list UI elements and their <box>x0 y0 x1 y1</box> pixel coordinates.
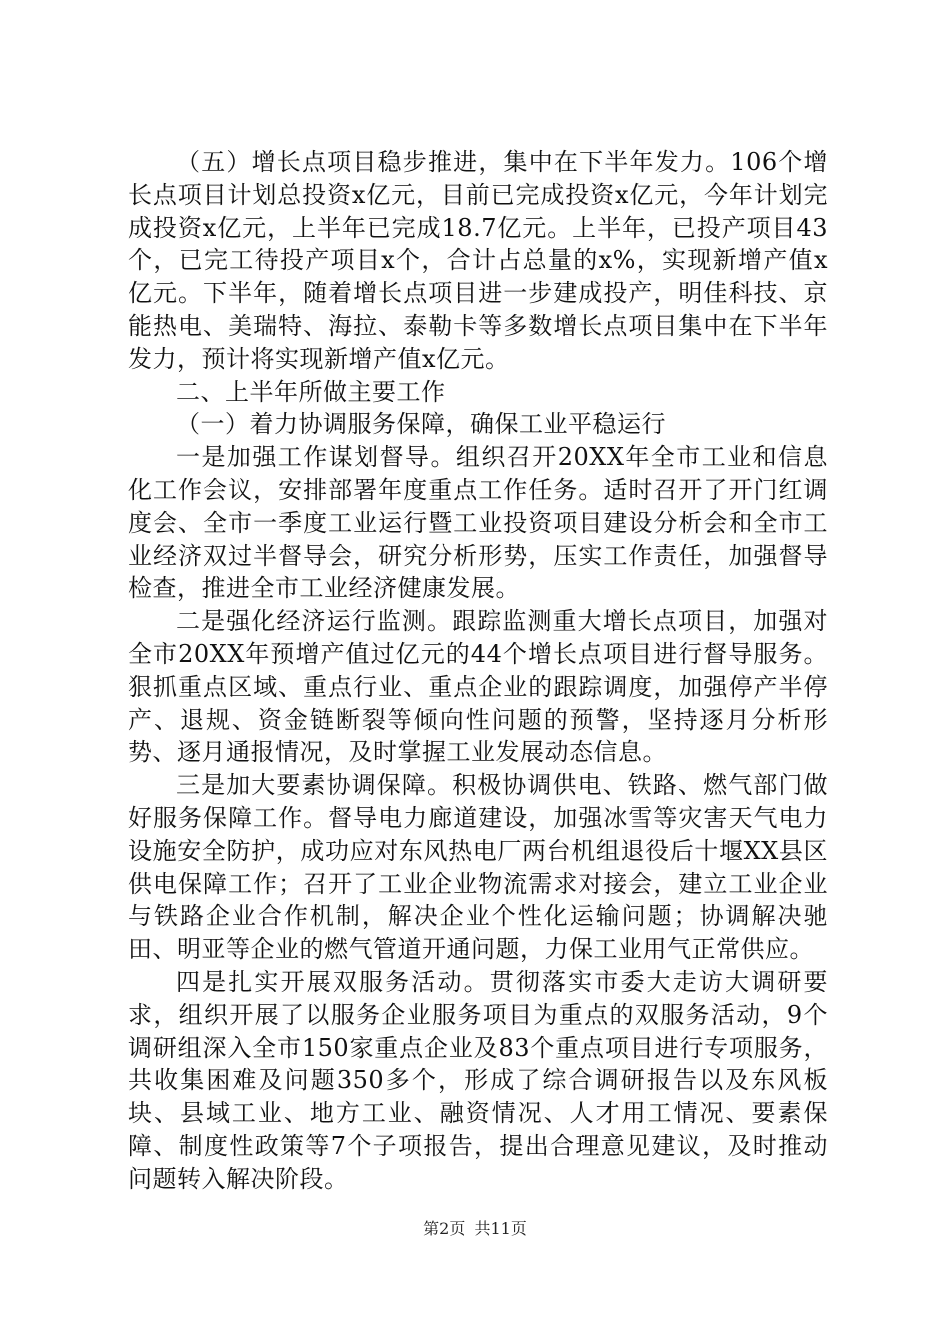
section-heading-main-work: 二、上半年所做主要工作 <box>176 377 446 406</box>
subsection-heading-coordination: （一）着力协调服务保障，确保工业平稳运行 <box>176 410 666 439</box>
page-footer <box>0 1216 950 1239</box>
paragraph-factor-coordination: 三是加大要素协调保障。积极协调供电、铁路、燃气部门做好服务保障工作。督导电力廊道建设，加强冰雪等灾害天气电力设施安全防护，成功应对东风热电厂两台机组退役后十堰XX县区供电保障工作；召开了工业企业物流需求对接会，建立工业企业与铁路企业合作机制，解决企业个性化运输问题；协调解决驰田、明亚等企业的燃气管道开通问题，力保工业用气正常供应。 <box>128 771 828 964</box>
paragraph-dual-service: 四是扎实开展双服务活动。贯彻落实市委大走访大调研要求，组织开展了以服务企业服务项目为重点的双服务活动，9个调研组深入全市150家重点企业及83个重点项目进行专项服务，共收集困难及问题350多个，形成了综合调研报告以及东风板块、县域工业、地方工业、融资情况、人才用工情况、要素保障、制度性政策等7个子项报告，提出合理意见建议，及时推动问题转入解决阶段。 <box>128 967 828 1193</box>
document-body <box>128 146 828 1196</box>
paragraph-growth-projects: （五）增长点项目稳步推进，集中在下半年发力。106个增长点项目计划总投资x亿元，目前已完成投资x亿元，今年计划完成投资x亿元，上半年已完成18.7亿元。上半年，已投产项目43个，已完工待投产项目x个，合计占总量的x%，实现新增产值x亿元。下半年，随着增长点项目进一步建成投产，明佳科技、京能热电、美瑞特、海拉、泰勒卡等多数增长点项目集中在下半年发力，预计将实现新增产值x亿元。 <box>128 148 828 373</box>
paragraph-planning-supervision: 一是加强工作谋划督导。组织召开20XX年全市工业和信息化工作会议，安排部署年度重点工作任务。适时召开了开门红调度会、全市一季度工业运行暨工业投资项目建设分析会和全市工业经济双过半督导会，研究分析形势，压实工作责任，加强督导检查，推进全市工业经济健康发展。 <box>128 443 828 603</box>
page-total: 共11页 <box>474 1219 527 1238</box>
paragraph-economic-monitoring: 二是强化经济运行监测。跟踪监测重大增长点项目，加强对全市20XX年预增产值过亿元的44个增长点项目进行督导服务。狠抓重点区域、重点行业、重点企业的跟踪调度，加强停产半停产、退规、资金链断裂等倾向性问题的预警，坚持逐月分析形势、逐月通报情况，及时掌握工业发展动态信息。 <box>128 607 828 767</box>
page-number: 第2页 <box>423 1219 466 1238</box>
